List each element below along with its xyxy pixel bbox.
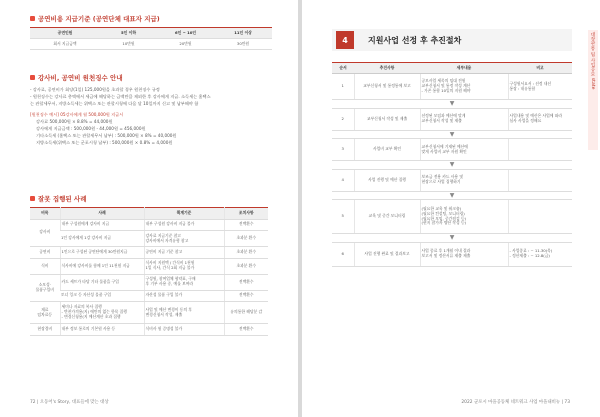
section-bullet-icon — [30, 16, 35, 21]
section-bullet-icon — [30, 196, 35, 201]
chevron-down-icon: ▼ — [332, 100, 572, 109]
action-cell: 초과분 환수 — [224, 247, 268, 259]
chevron-down-icon: ▼ — [332, 191, 572, 200]
table-row — [30, 302, 268, 324]
procedure-header-cell: 순서 — [332, 63, 354, 74]
section-cases-heading — [30, 194, 86, 203]
side-chapter-tab — [588, 30, 598, 150]
left-page-footer: 72 | 오동어's Story, 대표들에 맞는 대상 — [30, 400, 109, 405]
step-title: 사업비 교부 확인 — [354, 139, 420, 161]
step-title: 교부신청서 작성 및 제출 — [354, 108, 420, 130]
procedure-header-cell: 비고 — [508, 63, 572, 74]
category-cell: 소모성· 물품구입비 — [30, 274, 60, 302]
step-title: 사업 진행 완료 및 결과보고 — [354, 242, 420, 266]
side-chapter-label: 대장관통 팁 사업공모 state — [590, 32, 595, 90]
step-note: - 사업종료 : ~ 11.30(목) - 정산제출 : ~ 12.8(금) — [508, 242, 572, 266]
step-detail: 선정된 모임과 예산에 맞게 교부신청서 작성 및 제출 — [420, 108, 508, 130]
section-fee-title: 공연비용 지급기준 (공연단체 대표자 지급) — [38, 15, 160, 23]
table-row — [332, 200, 572, 234]
cases-header-cell: 비목 — [30, 208, 60, 220]
step-detail: (필요한 교육 및 워크숍) (필요한 컨설팅, 모니터링) (필요한 모임, 중간점검 등) (현지 참가자 명단 작성 등) — [420, 200, 508, 234]
fee-table-row — [30, 39, 272, 50]
step-number: 6 — [332, 242, 354, 266]
category-cell: 공연비 — [30, 247, 60, 259]
fee-header-cell: 6인 ~ 10인 — [157, 28, 214, 39]
criteria-cell: 자산성 물품 구입 불가 — [144, 290, 224, 302]
section-number-badge: 4 — [336, 31, 354, 49]
table-row — [332, 74, 572, 100]
section-title: 지원사업 선정 후 추진절차 — [368, 35, 462, 45]
criteria-cell: 구성원, 참여업체 협약표, 구매 후 기부 사용 중, 예를 보여라 — [144, 274, 224, 290]
arrow-row — [332, 234, 572, 243]
tax-note: - 강사료, 공연비가 회당(1일) 125,000원을 초과할 경우 원천징수 규정 — [30, 87, 160, 92]
table-row — [30, 290, 268, 302]
tax-example-line: 지방소득세(위택스 또는 군포시청 납부) : 500,000원 × 0.8% = 4,000원 — [36, 140, 173, 145]
step-title: 사업 진행 및 예산 집행 — [354, 169, 420, 191]
procedure-table — [332, 62, 572, 267]
case-cell: 식사비에 강사비를 함께 1인 11천원 지급 — [60, 258, 144, 274]
tax-example-title: [원천징수 예시] 05강사에게 월 500,000원 지급시 — [30, 112, 124, 117]
table-row — [30, 258, 268, 274]
fee-table-header — [30, 28, 272, 39]
case-cell: 토너 잉크 등 자산성 물품 구입 — [60, 290, 144, 302]
table-row — [332, 242, 572, 266]
chevron-down-icon: ▼ — [332, 130, 572, 139]
step-number: 3 — [332, 139, 354, 161]
criteria-cell: 내부 구성원 강사비 지급 불가 — [144, 219, 224, 231]
chevron-down-icon: ▼ — [332, 234, 572, 243]
right-page-footer: 2022 군포시 마을공동체 네트워크 사업 마을내비뉴 | 73 — [461, 400, 570, 405]
table-row — [332, 169, 572, 191]
category-cell: 식비 — [30, 258, 60, 274]
fee-header-cell: 공연인원 — [30, 28, 100, 39]
cases-table-header — [30, 208, 268, 220]
step-note: 사업내용 및 예산은 사업에 따라 심사 사업을 정해요 — [508, 108, 572, 130]
cases-header-cell: 사례 — [60, 208, 144, 220]
fee-header-cell: 5인 이하 — [100, 28, 157, 39]
section-heading-banner — [332, 29, 572, 51]
step-note — [508, 169, 572, 191]
step-detail: 보조금 전용 카드 사용 및 현장으로 사업 집행하기 — [420, 169, 508, 191]
table-row — [332, 139, 572, 161]
tax-note: - 원천징수는 강사료 총액에서 세금에 해당하는 금액만큼 제외한 후 강사에게 지급. 소득세는 홈택스 — [30, 94, 211, 99]
right-page — [302, 0, 600, 417]
cases-header-cell: 휙계기준 — [144, 208, 224, 220]
criteria-cell: 공연비 지급 기준 참고 — [144, 247, 224, 259]
tax-example-line: 강사료 500,000원 × 8.8% = 44,000원 — [36, 119, 113, 124]
arrow-row — [332, 161, 572, 170]
step-number: 2 — [332, 108, 354, 130]
chevron-down-icon: ▼ — [332, 161, 572, 170]
arrow-row — [332, 191, 572, 200]
case-cell: 내부 구성원에게 강사비 지급 — [60, 219, 144, 231]
step-detail: 교부신청서에 기재된 예산에 맞게 사업비 교부 자원 확인 — [420, 139, 508, 161]
step-number: 4 — [332, 169, 354, 191]
step-detail: 사업 종료 후 1개월 이내 결과 보고서 및 정산서류 제출 제출 — [420, 242, 508, 266]
category-cell: 현장경비 — [30, 324, 60, 336]
case-cell: 1인 강사에게 1강 강사비 지급 — [60, 231, 144, 247]
arrow-row — [332, 130, 572, 139]
case-cell: 카드 세트가 타당 기타 물품을 구입 — [60, 274, 144, 290]
criteria-cell: 강사료 지급기준 참고 강사비에서 자격유형 참고 — [144, 231, 224, 247]
table-row — [30, 274, 268, 290]
left-page — [0, 0, 298, 417]
table-row — [332, 108, 572, 130]
action-cell: 초과분 환수 — [224, 258, 268, 274]
tax-example-line: 강사에게 지급금액 : 500,000원 - 44,000원 = 456,000원 — [36, 126, 146, 131]
criteria-cell: 사업 및 예산 변경이 동의 후 변경신청서 작성, 제출 — [144, 302, 224, 324]
fee-header-cell: 11인 이상 — [214, 28, 272, 39]
section-cases-title: 잘못 집행된 사례 — [38, 195, 87, 203]
table-row — [30, 231, 268, 247]
procedure-header-cell: 세부내용 — [420, 63, 508, 74]
step-detail: 공모사업 세목의 임대 전원 교부신청서 및 통정 작성 계산 - 가존 통합 10일의 지원 해야 — [420, 74, 508, 100]
step-number: 1 — [332, 74, 354, 100]
cases-header-cell: 조치사항 — [224, 208, 268, 220]
case-cell: 1인으로 구성된 공연단에게 30만원지급 — [60, 247, 144, 259]
category-cell: 재료 임차료등 — [30, 302, 60, 324]
step-note: 구성원서요서 : 선정 내선 통장 : 내유통합 — [508, 74, 572, 100]
section-tax-title: 강사비, 공연비 원천징수 안내 — [38, 74, 123, 82]
table-row — [30, 219, 268, 231]
step-note — [508, 139, 572, 161]
tax-note: 는 관할세무서, 지방소득세는 위택스 또는 관할시청에 다음 달 10일까지 신고 및 납부해야 함 — [30, 101, 199, 106]
fee-cell: 10만원 — [100, 39, 157, 50]
action-cell: 전액환수 — [224, 290, 268, 302]
section-tax-heading — [30, 73, 123, 82]
case-cell: 내부 정보 통로의 기본원 사용 등 — [60, 324, 144, 336]
action-cell: 전액환수 — [224, 274, 268, 290]
category-cell: 강사비 — [30, 219, 60, 247]
step-note — [508, 200, 572, 234]
fee-table — [30, 27, 272, 50]
fee-cell: 20만원 — [157, 39, 214, 50]
section-fee-heading — [30, 14, 160, 23]
step-title: 교육 및 중간 모니터링 — [354, 200, 420, 234]
step-title: 교부신청서 및 통정통에 보고 — [354, 74, 420, 100]
table-row — [30, 247, 268, 259]
procedure-header-cell: 추진사항 — [354, 63, 420, 74]
action-cell: 전액환수 — [224, 324, 268, 336]
tax-example-line: 기타소득세 (홈택스 또는 관할세무서 납부) : 500,000원 × 8% = 40,000원 — [36, 133, 177, 138]
fee-cell: 회서 지급금액 — [30, 39, 100, 50]
section-bullet-icon — [30, 75, 35, 80]
action-cell: 전액환수 — [224, 219, 268, 231]
table-row — [30, 324, 268, 336]
case-cell: 세미나 자료의 복사 집행 - 반찬가격용(지) 에만의 없는 항목 집행 - 변경신청용(지 예산계산 초과 집행 — [60, 302, 144, 324]
action-cell: 유의통한 해당분 감 — [224, 302, 268, 324]
cases-table — [30, 207, 268, 336]
criteria-cell: 식비사 원 증명성 불가 — [144, 324, 224, 336]
tax-notes — [30, 86, 270, 146]
procedure-table-header — [332, 63, 572, 74]
step-number: 5 — [332, 200, 354, 234]
criteria-cell: 식사비 지원액 / 간식비 1천원 1일 식사, 간식 2회 지급 불가 — [144, 258, 224, 274]
action-cell: 초과분 환수 — [224, 231, 268, 247]
fee-cell: 30만원 — [214, 39, 272, 50]
arrow-row — [332, 100, 572, 109]
